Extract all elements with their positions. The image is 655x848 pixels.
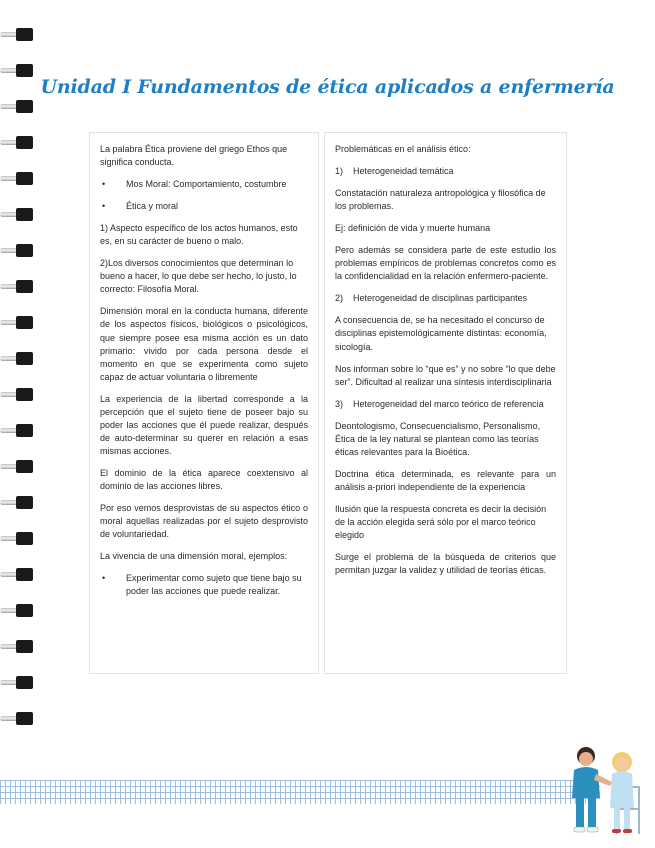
spiral-ring bbox=[0, 604, 36, 618]
spiral-ring bbox=[0, 424, 36, 438]
grid-strip-decoration bbox=[0, 780, 600, 804]
spiral-ring bbox=[0, 28, 36, 42]
numbered-item bbox=[335, 165, 556, 178]
number-marker: 1) bbox=[335, 166, 344, 177]
page-title: Unidad I Fundamentos de ética aplicados a enfermería bbox=[40, 76, 615, 98]
paragraph: La palabra Ética proviene del griego Ethos que significa conducta. bbox=[100, 144, 288, 168]
number-marker: 2) bbox=[335, 293, 344, 304]
numbered-item bbox=[335, 292, 556, 305]
spiral-ring bbox=[0, 568, 36, 582]
nurse-and-patient-illustration bbox=[560, 742, 645, 836]
spiral-ring bbox=[0, 388, 36, 402]
number-marker: 3) bbox=[335, 398, 344, 409]
list-item-text: Experimentar como sujeto que tiene bajo su poder las acciones que puede realizar. bbox=[126, 573, 302, 597]
paragraph: 1) Aspecto específico de los actos humanos, esto es, en su carácter de bueno o malo. bbox=[100, 223, 298, 247]
paragraph: La experiencia de la libertad corresponde a la percepción que el sujeto tiene de poseer bajo su poder las acciones que él puede realizar, después de auto-determinar su querer en relación a esas mismas acciones. bbox=[100, 393, 308, 456]
spiral-ring bbox=[0, 532, 36, 546]
paragraph: Deontologismo, Consecuencialismo, Personalismo, Ética de la ley natural se plantean como las teorías éticas relevantes para la Bioética. bbox=[335, 420, 541, 457]
paragraph: 2)Los diversos conocimientos que determinan lo bueno a hacer, lo que debe ser hecho, lo justo, lo correcto: Filosofía Moral. bbox=[100, 258, 297, 295]
paragraph: Doctrina ética determinada, es relevante para un análisis a-priori independiente de la experiencia bbox=[335, 468, 556, 492]
paragraph: El dominio de la ética aparece coextensivo al dominio de las acciones libres. bbox=[100, 467, 308, 491]
numbered-item-text: Heterogeneidad del marco teórico de referencia bbox=[353, 398, 544, 409]
spiral-ring bbox=[0, 100, 36, 114]
bullet-marker: • bbox=[102, 201, 106, 212]
spiral-ring bbox=[0, 460, 36, 474]
list-item-text: Mos Moral: Comportamiento, costumbre bbox=[126, 179, 287, 190]
paragraph: Constatación naturaleza antropológica y filosófica de los problemas. bbox=[335, 188, 546, 212]
spiral-ring bbox=[0, 208, 36, 222]
list-item bbox=[100, 200, 308, 213]
list-item-text: Ética y moral bbox=[126, 201, 179, 212]
paragraph: A consecuencia de, se ha necesitado el concurso de disciplinas epistemológicamente distintas: economía, sicología. bbox=[335, 315, 547, 352]
numbered-item bbox=[335, 398, 556, 411]
paragraph: Ej: definición de vida y muerte humana bbox=[335, 223, 491, 234]
paragraph: Nos informan sobre lo “que es” y no sobre “lo que debe ser”. Dificultad al realizar una síntesis interdisciplinaria bbox=[335, 363, 556, 387]
right-column bbox=[324, 132, 567, 674]
paragraph: Por eso vemos desprovistas de su aspectos ético o moral aquellas realizadas por el sujeto desprovisto de voluntariedad. bbox=[100, 503, 308, 540]
list-item bbox=[100, 572, 308, 598]
spiral-ring bbox=[0, 172, 36, 186]
bullet-marker: • bbox=[102, 179, 106, 190]
spiral-ring bbox=[0, 244, 36, 258]
bullet-marker: • bbox=[102, 573, 106, 584]
spiral-ring bbox=[0, 496, 36, 510]
spiral-ring bbox=[0, 316, 36, 330]
spiral-ring bbox=[0, 136, 36, 150]
paragraph: La vivencia de una dimensión moral, ejemplos: bbox=[100, 551, 288, 562]
paragraph: Dimensión moral en la conducta humana, diferente de los aspectos físicos, biológicos o psicológicos, que siempre posee esa misma acción es un dato primario: vivido por cada persona desde el momento en que se experimenta como sujeto capaz de actuar voluntaria o libremente bbox=[100, 306, 308, 382]
paragraph: Surge el problema de la búsqueda de criterios que permitan juzgar la validez y utilidad de teorías éticas. bbox=[335, 552, 556, 576]
spiral-ring bbox=[0, 280, 36, 294]
spiral-ring bbox=[0, 712, 36, 726]
list-item bbox=[100, 178, 308, 191]
paragraph: Pero además se considera parte de este estudio los problemas empíricos de problemas concretos como es la confidencialidad en la relación enfermero-paciente. bbox=[335, 245, 556, 282]
numbered-item-text: Heterogeneidad de disciplinas participantes bbox=[353, 293, 528, 304]
spiral-ring bbox=[0, 640, 36, 654]
spiral-ring bbox=[0, 676, 36, 690]
numbered-item-text: Heterogeneidad temática bbox=[353, 166, 454, 177]
section-heading: Problemáticas en el análisis ético: bbox=[335, 144, 471, 154]
left-column bbox=[89, 132, 319, 674]
spiral-binding bbox=[0, 28, 40, 748]
spiral-ring bbox=[0, 352, 36, 366]
paragraph: Ilusión que la respuesta concreta es decir la decisión de la acción elegida será sólo por el marco teórico elegido bbox=[335, 503, 547, 541]
